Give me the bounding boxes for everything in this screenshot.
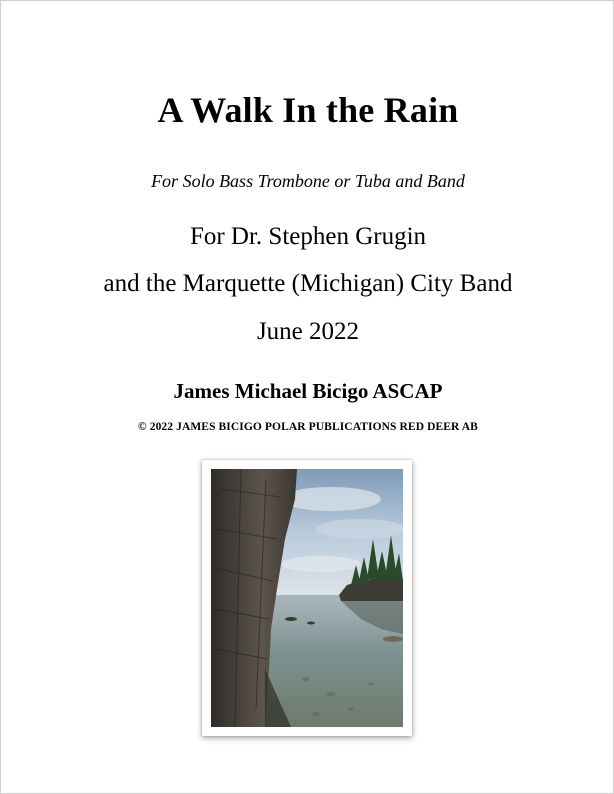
composer-name: James Michael Bicigo ASCAP (173, 379, 443, 403)
cover-photo (202, 460, 412, 736)
dedication-line-1: For Dr. Stephen Grugin (189, 223, 427, 250)
dedication-line-2: and the Marquette (Michigan) City Band (103, 270, 513, 297)
date-line: June 2022 (256, 318, 360, 345)
piece-title: A Walk In the Rain (157, 90, 459, 130)
landscape-photo-icon (211, 469, 403, 727)
instrumentation-subtitle: For Solo Bass Trombone or Tuba and Band (151, 171, 465, 191)
copyright-notice: © 2022 JAMES BICIGO POLAR PUBLICATIONS RED DEER AB (138, 421, 478, 433)
